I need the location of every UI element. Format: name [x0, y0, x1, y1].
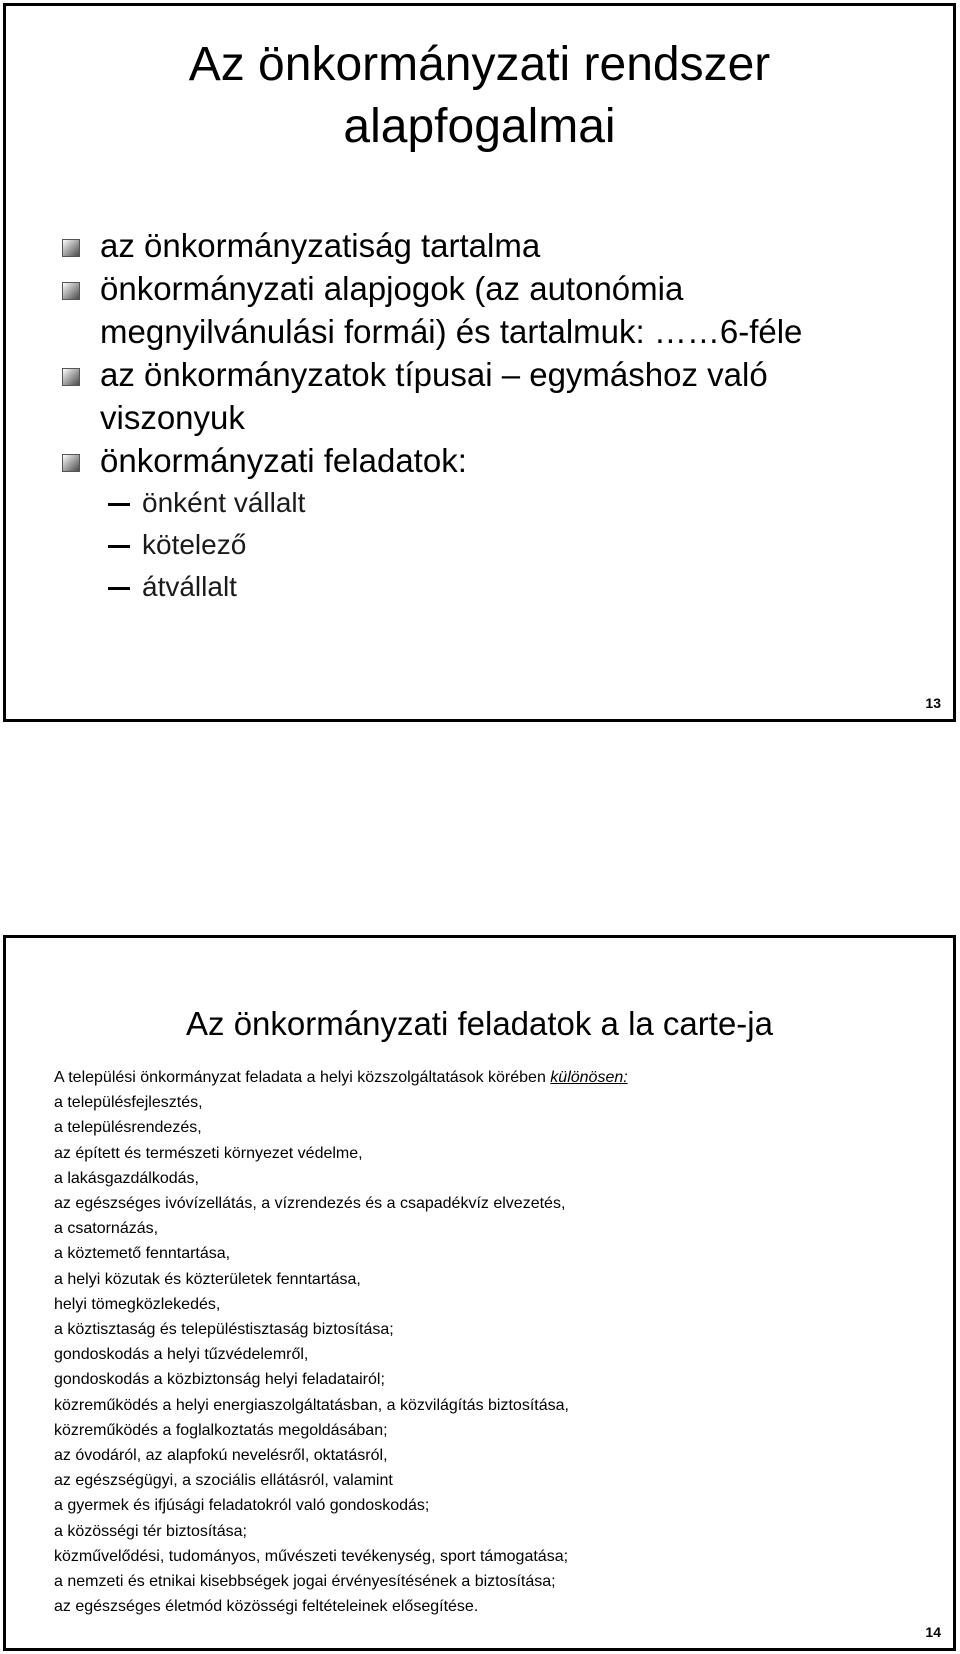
list-item: az egészséges ivóvízellátás, a vízrendezés és a csapadékvíz elvezetés, [54, 1195, 566, 1213]
slide-title: Az önkormányzati feladatok a la carte-ja [186, 1005, 773, 1042]
dash-bullet-icon [108, 503, 130, 506]
bullet-text: önkormányzati feladatok: [100, 442, 467, 479]
slide-14 [3, 935, 956, 1651]
sub-item [62, 566, 942, 608]
list-item: helyi tömegközlekedés, [54, 1295, 221, 1313]
list-item: az óvodáról, az alapfokú nevelésről, oktatásról, [54, 1447, 388, 1465]
square-bullet-icon [62, 454, 80, 472]
list-item: az épített és természeti környezet védelme, [54, 1144, 363, 1162]
list-item: a gyermek és ifjúsági feladatokról való gondoskodás; [54, 1497, 430, 1515]
bullet-item [62, 224, 942, 267]
sub-item [62, 524, 942, 566]
list-item: gondoskodás a helyi tűzvédelemről, [54, 1346, 309, 1364]
list-item: a köztemető fenntartása, [54, 1245, 231, 1263]
list-item: a településrendezés, [54, 1119, 202, 1137]
list-item: közreműködés a helyi energiaszolgáltatásban, a közvilágítás biztosítása, [54, 1396, 569, 1414]
sub-item-text: átvállalt [142, 571, 237, 602]
dash-bullet-icon [108, 545, 130, 548]
sub-list [62, 482, 942, 608]
slide-title-line-2: alapfogalmai [343, 100, 616, 153]
list-item: az egészségügyi, a szociális ellátásról, valamint [54, 1472, 393, 1490]
list-item: a nemzeti és etnikai kisebbségek jogai érvényesítésének a biztosítása; [54, 1573, 556, 1591]
square-bullet-icon [62, 239, 80, 257]
list-item: a köztisztaság és településtisztaság biztosítása; [54, 1321, 394, 1339]
list-item: a lakásgazdálkodás, [54, 1169, 199, 1187]
bullet-text: megnyilvánulási formái) és tartalmuk: ……6-féle [100, 313, 803, 350]
bullet-text: viszonyuk [100, 399, 245, 436]
sub-item-text: kötelező [142, 529, 247, 560]
list-item: a településfejlesztés, [54, 1094, 203, 1112]
slide-title-line-1: Az önkormányzati rendszer [188, 38, 771, 91]
dash-bullet-icon [108, 587, 130, 590]
intro-text: A települési önkormányzat feladata a helyi közszolgáltatások körében [54, 1069, 551, 1086]
bullet-text: önkormányzati alapjogok (az autonómia [100, 270, 684, 307]
sub-item [62, 482, 942, 524]
square-bullet-icon [62, 282, 80, 300]
bullet-text: az önkormányzatiság tartalma [100, 227, 541, 264]
list-item: gondoskodás a közbiztonság helyi feladatairól; [54, 1371, 385, 1389]
list-item: közreműködés a foglalkoztatás megoldásában; [54, 1421, 388, 1439]
bullet-item [62, 439, 942, 482]
list-item: az egészséges életmód közösségi feltételeinek elősegítése. [54, 1598, 479, 1616]
list-item: a közösségi tér biztosítása; [54, 1522, 247, 1540]
list-item: közművelődési, tudományos, művészeti tevékenység, sport támogatása; [54, 1547, 569, 1565]
intro-emphasis: különösen: [550, 1069, 628, 1086]
page-number: 14 [925, 1624, 941, 1640]
bullet-text: az önkormányzatok típusai – egymáshoz való [100, 356, 768, 393]
intro-line [54, 1065, 904, 1090]
slide-13 [3, 3, 956, 722]
slide-title [6, 34, 953, 158]
bullet-item [62, 353, 942, 439]
list-item: a csatornázás, [54, 1220, 159, 1238]
page-number: 13 [925, 695, 941, 711]
bullet-item [62, 267, 942, 353]
square-bullet-icon [62, 368, 80, 386]
list-item: a helyi közutak és közterületek fenntartása, [54, 1270, 361, 1288]
bullet-list [62, 224, 942, 608]
task-list [54, 1065, 904, 1619]
sub-item-text: önként vállalt [142, 487, 306, 518]
